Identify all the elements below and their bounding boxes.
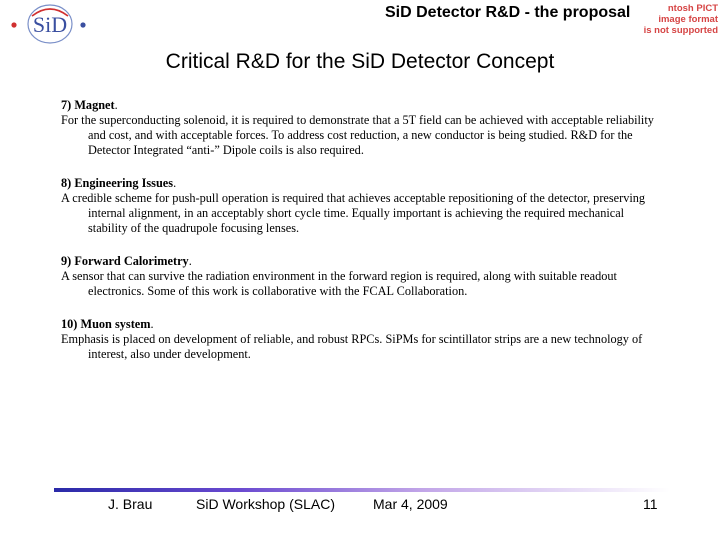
logo-left-dot — [11, 22, 16, 27]
section-magnet — [61, 98, 661, 158]
sections-list — [61, 98, 661, 380]
section-engineering-issues — [61, 176, 661, 236]
section-heading-text: 10) Muon system — [61, 317, 151, 331]
section-heading: 7) Magnet. — [61, 98, 118, 112]
footer-event: SiD Workshop (SLAC) — [196, 496, 336, 512]
pict-notice-line-1: ntosh PICT — [667, 3, 718, 14]
footer-date: Mar 4, 2009 — [373, 496, 448, 512]
logo-text: SiD — [32, 12, 68, 37]
section-body: A credible scheme for push-pull operation is required that achieves acceptable repositioning of the detector, preserving internal alignment, in an acceptably short cycle time. Equally important is achieving the required mechanical stability of the quadrupole focusing lenses. — [61, 191, 646, 235]
footer-divider — [54, 488, 670, 492]
section-muon-system — [61, 317, 661, 362]
slide-main-title: Critical R&D for the SiD Detector Concept — [165, 50, 555, 73]
section-body: Emphasis is placed on development of reliable, and robust RPCs. SiPMs for scintillator strips are a new technology of interest, also under development. — [61, 332, 643, 361]
footer-author: J. Brau — [108, 496, 153, 512]
section-heading: 9) Forward Calorimetry. — [61, 254, 192, 268]
section-heading: 10) Muon system. — [61, 317, 154, 331]
slide-header-title: SiD Detector R&D - the proposal — [385, 4, 631, 21]
pict-notice-line-2: image format — [658, 14, 718, 25]
section-heading: 8) Engineering Issues. — [61, 176, 177, 190]
pict-notice-line-3: is not supported — [643, 25, 718, 36]
section-heading-text: 8) Engineering Issues — [61, 176, 174, 190]
pict-unsupported-notice — [632, 3, 718, 36]
sid-logo — [6, 2, 90, 46]
logo-right-dot — [80, 22, 85, 27]
section-body: For the superconducting solenoid, it is required to demonstrate that a 5T field can be achieved with acceptable reliability and cost, and with acceptable forces. To address cost reduction, a new conductor is being studied. R&D for the Detector Integrated “anti-” Dipole coils is also required. — [61, 113, 654, 157]
footer-page-number: 11 — [643, 496, 658, 512]
section-heading-text: 7) Magnet — [61, 98, 115, 112]
section-heading-text: 9) Forward Calorimetry — [61, 254, 189, 268]
section-forward-calorimetry — [61, 254, 661, 299]
section-body: A sensor that can survive the radiation environment in the forward region is required, along with suitable readout electronics. Some of this work is collaborative with the FCAL Collaboration. — [61, 269, 617, 298]
